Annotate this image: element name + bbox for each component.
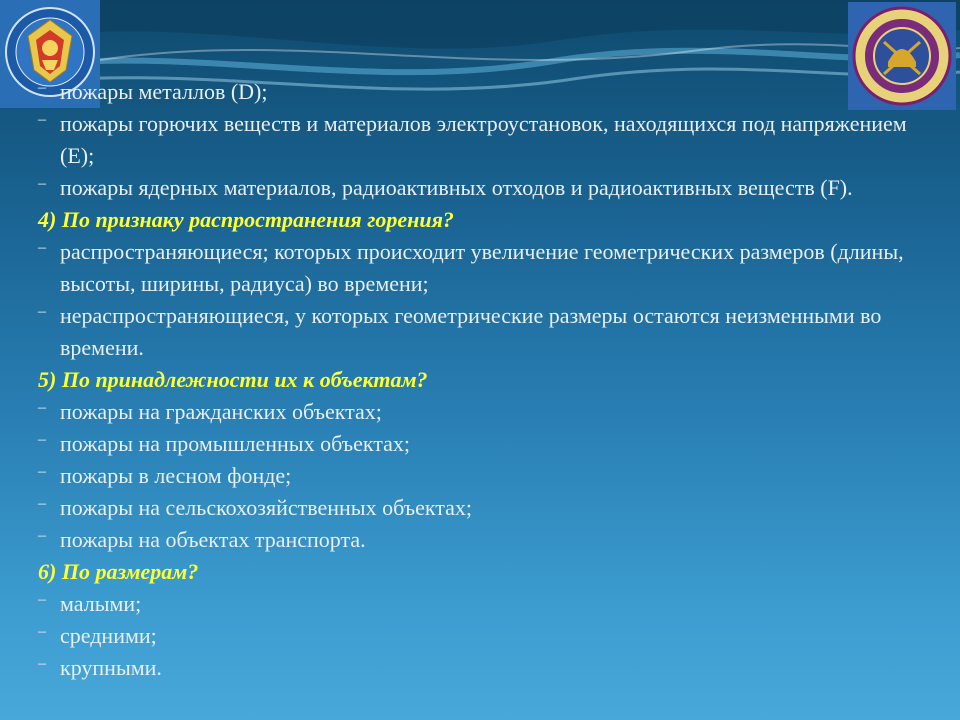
list-item: – пожары на гражданских объектах; [38, 396, 918, 428]
slide-content [38, 76, 918, 684]
list-item: – пожары в лесном фонде; [38, 460, 918, 492]
dash-marker: – [38, 175, 46, 192]
list-item: – пожары на сельскохозяйственных объектах; [38, 492, 918, 524]
section-heading-4: 4) По признаку распространения горения? [38, 207, 454, 232]
dash-marker: – [38, 79, 46, 96]
dash-marker: – [38, 655, 46, 672]
list-item: – крупными. [38, 652, 918, 684]
section-heading-6: 6) По размерам? [38, 559, 199, 584]
dash-marker: – [38, 239, 46, 256]
list-item: – пожары металлов (D); [38, 76, 918, 108]
list-item: – распространяющиеся; которых происходит увеличение геометрических размеров (длины, высоты, ширины, радиуса) во времени; [38, 236, 918, 300]
list-item: – пожары на объектах транспорта. [38, 524, 918, 556]
list-item: – пожары на промышленных объектах; [38, 428, 918, 460]
list-item: – пожары ядерных материалов, радиоактивных отходов и радиоактивных веществ (F). [38, 172, 918, 204]
dash-marker: – [38, 111, 46, 128]
list-item: – пожары горючих веществ и материалов электроустановок, находящихся под напряжением (E); [38, 108, 918, 172]
dash-marker: – [38, 399, 46, 416]
dash-marker: – [38, 303, 46, 320]
dash-marker: – [38, 463, 46, 480]
dash-marker: – [38, 623, 46, 640]
dash-marker: – [38, 431, 46, 448]
list-item: – малыми; [38, 588, 918, 620]
dash-marker: – [38, 527, 46, 544]
list-item: – нераспространяющиеся, у которых геометрические размеры остаются неизменными во времени. [38, 300, 918, 364]
list-item: – средними; [38, 620, 918, 652]
section-heading-5: 5) По принадлежности их к объектам? [38, 367, 428, 392]
dash-marker: – [38, 495, 46, 512]
dash-marker: – [38, 591, 46, 608]
